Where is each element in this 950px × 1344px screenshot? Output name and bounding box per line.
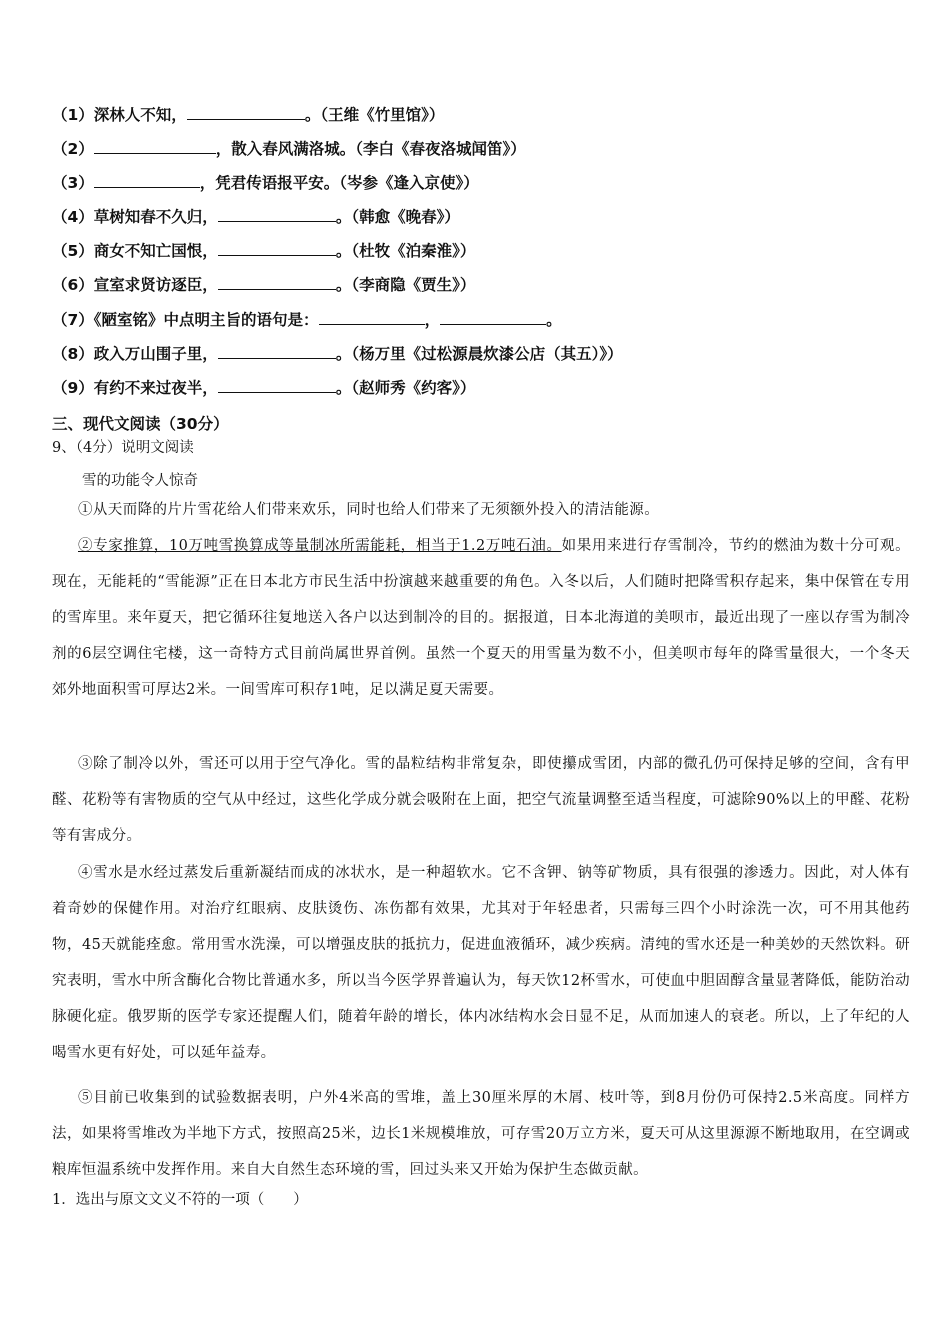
answer-blank[interactable] [218,207,336,222]
item-suffix: ，凭君传语报平安。（岑参《逢入京使》） [199,174,479,192]
answer-blank[interactable] [187,105,305,120]
item-prefix: 深林人不知， [93,106,187,124]
fill-in-item-7 [52,308,562,330]
fill-in-item-3 [52,171,479,193]
paragraph-2-rest: 如果用来进行存雪制冷，节约的燃油为数十分可观。现在，无能耗的“雪能源”正在日本北方市民生活中扮演越来越重要的角色。入冬以后，人们随时把降雪积存起来，集中保管在专用的雪库里。来年夏天，把它循环往复地送入各户以达到制冷的目的。据报道，日本北海道的美呗市，最近出现了一座以存雪为制冷剂的6层空调住宅楼，这一奇特方式目前尚属世界首例。虽然一个夏天的用雪量为数不小，但美呗市每年的降雪量很大，一个冬天郊外地面积雪可厚达2米。一间雪库可积存1吨，足以满足夏天需要。 [52,538,911,698]
section-title: 三、现代文阅读（30分） [52,415,229,433]
underlined-sentence: ②专家推算，10万吨雪换算成等量制冰所需能耗，相当于1.2万吨石油。 [78,538,562,554]
sub-question-1: 1．选出与原文文义不符的一项（ ） [52,1192,308,1208]
item-number: （9） [52,379,94,397]
item-number: （5） [52,242,94,260]
item-suffix: 。（王维《竹里馆》） [304,106,445,124]
paragraph-1: ①从天而降的片片雪花给人们带来欢乐，同时也给人们带来了无须额外投入的清洁能源。 [78,502,660,518]
fill-in-item-8 [52,342,623,364]
item-suffix: 。（李商隐《贾生》） [335,276,476,294]
answer-blank[interactable] [319,310,425,325]
item-middle: ， [424,311,441,329]
article-title: 雪的功能令人惊奇 [82,473,198,489]
paragraph-5: ⑤目前已收集到的试验数据表明，户外4米高的雪堆，盖上30厘米厚的木屑、枝叶等，到8月份仍可保持2.5米高度。同样方法，如果将雪堆改为半地下方式，按照高25米，边长1米规模堆放，可存雪20万立方米，夏天可从这里源源不断地取用，在空调或粮库恒温系统中发挥作用。来自大自然生态环境的雪，回过头来又开始为保护生态做贡献。 [52,1090,910,1178]
item-number: （3） [52,174,94,192]
item-prefix: 草树知春不久归， [93,208,218,226]
item-number: （1） [52,106,94,124]
item-number: （4） [52,208,94,226]
item-number: （7） [52,311,94,329]
item-suffix: 。 [546,311,562,329]
fill-in-item-1 [52,103,444,125]
fill-in-item-9 [52,376,475,398]
item-prefix: 《陋室铭》中点明主旨的语句是： [93,311,319,329]
question-header: 9、（4分）说明文阅读 [52,440,194,456]
item-suffix: 。（赵师秀《约客》） [335,379,476,397]
item-number: （8） [52,345,94,363]
item-suffix: ，散入春风满洛城。（李白《春夜洛城闻笛》） [215,140,526,158]
paragraph-3: ③除了制冷以外，雪还可以用于空气净化。雪的晶粒结构非常复杂，即使攥成雪团，内部的微孔仍可保持足够的空间，含有甲醛、花粉等有害物质的空气从中经过，这些化学成分就会吸附在上面，把空气流量调整至适当程度，可滤除90%以上的甲醛、花粉等有害成分。 [52,756,910,844]
item-suffix: 。（杜牧《泊秦淮》） [335,242,476,260]
item-prefix: 政入万山围子里， [93,345,218,363]
answer-blank[interactable] [218,344,336,359]
item-suffix: 。（杨万里《过松源晨炊漆公店（其五）》） [335,345,623,363]
paragraph-4: ④雪水是水经过蒸发后重新凝结而成的冰状水，是一种超软水。它不含钾、钠等矿物质，具有很强的渗透力。因此，对人体有着奇妙的保健作用。对治疗红眼病、皮肤烫伤、冻伤都有效果，尤其对于年轻患者，只需每三四个小时涂洗一次，可不用其他药物，45天就能痊愈。常用雪水洗澡，可以增强皮肤的抵抗力，促进血液循环，减少疾病。清纯的雪水还是一种美妙的天然饮料。研究表明，雪水中所含酶化合物比普通水多，所以当今医学界普遍认为，每天饮12杯雪水，可使血中胆固醇含量显著降低，能防治动脉硬化症。俄罗斯的医学专家还提醒人们，随着年龄的增长，体内冰结构水会日显不足，从而加速人的衰老。所以，上了年纪的人喝雪水更有好处，可以延年益寿。 [52,865,910,1061]
item-number: （2） [52,140,94,158]
paragraph-2 [52,528,910,708]
item-number: （6） [52,276,94,294]
answer-blank[interactable] [218,241,336,256]
answer-blank[interactable] [440,310,546,325]
item-prefix: 商女不知亡国恨， [93,242,218,260]
answer-blank[interactable] [218,378,336,393]
answer-blank[interactable] [94,173,200,188]
fill-in-item-4 [52,205,460,227]
fill-in-item-2 [52,137,526,159]
item-prefix: 宣室求贤访逐臣， [93,276,218,294]
answer-blank[interactable] [94,139,216,154]
item-prefix: 有约不来过夜半， [93,379,218,397]
item-suffix: 。（韩愈《晚春》） [335,208,460,226]
answer-blank[interactable] [218,275,336,290]
fill-in-item-6 [52,273,475,295]
fill-in-item-5 [52,239,475,261]
